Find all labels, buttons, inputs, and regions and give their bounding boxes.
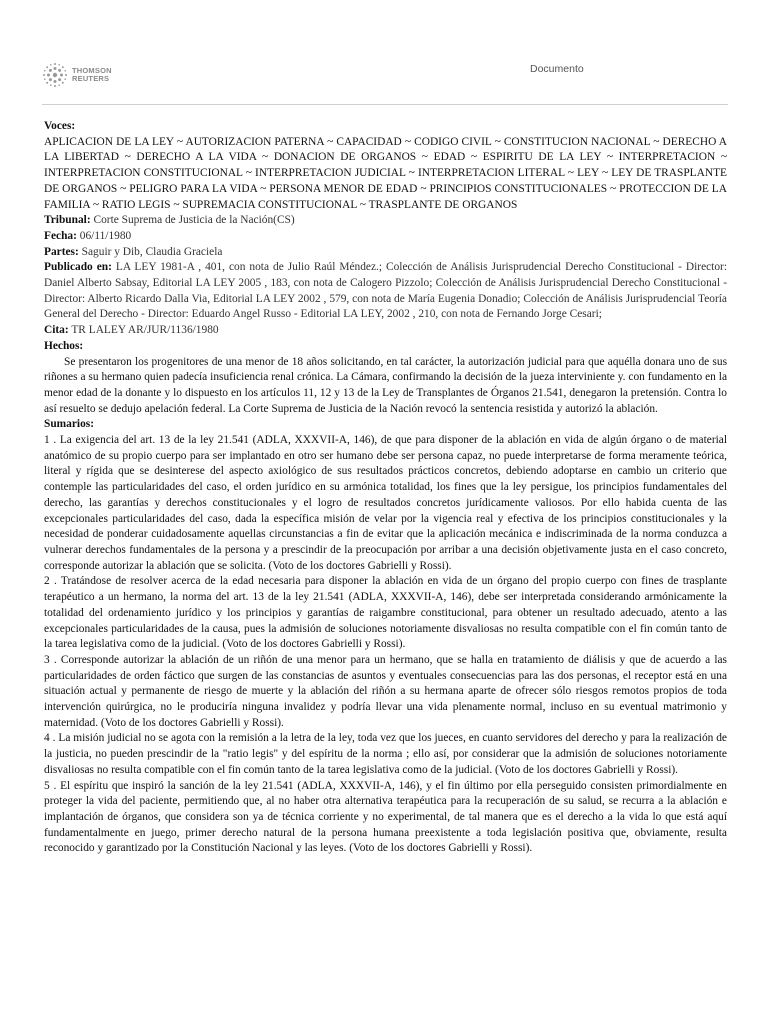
partes-value: Saguir y Dib, Claudia Graciela	[81, 245, 223, 258]
publicado-value: LA LEY 1981-A , 401, con nota de Julio Raúl Méndez.; Colección de Análisis Jurisprudencial Derecho Constitucional - Director: Daniel Alberto Sabsay, Editorial LA LEY 2005 , 183, con nota de Calogero Pizzolo; Colección de Análisis Jurisprudencial Derecho Constitucional - Director: Alberto Ricardo Dalla Via, Editorial LA LEY 2002 , 579, con nota de María Eugenia Donadio; Colección de Análisis Jurisprudencial Teoría General del Derecho - Director: Eduardo Angel Russo - Editorial LA LEY, 2002 , 210, con nota de Fernando Jorge Cesari;	[44, 261, 727, 321]
cita-label: Cita:	[44, 324, 69, 337]
voces-text: APLICACION DE LA LEY ~ AUTORIZACION PATERNA ~ CAPACIDAD ~ CODIGO CIVIL ~ CONSTITUCION NACIONAL ~ DERECHO A LA LIBERTAD ~ DERECHO A LA VIDA ~ DONACION DE ORGANOS ~ EDAD ~ ESPIRITU DE LA LEY ~ INTERPRETACION ~ INTERPRETACION CONSTITUCIONAL ~ INTERPRETACION JUDICIAL ~ INTERPRETACION LITERAL ~ LEY ~ LEY DE TRASPLANTE DE ORGANOS ~ PELIGRO PARA LA VIDA ~ PERSONA MENOR DE EDAD ~ PRINCIPIOS CONSTITUCIONALES ~ PROTECCION DE LA FAMILIA ~ RATIO LEGIS ~ SUPREMACIA CONSTITUCIONAL ~ TRASPLANTE DE ORGANOS	[44, 135, 727, 211]
fecha-row	[44, 229, 727, 245]
page-header	[0, 0, 768, 108]
document-body	[44, 119, 727, 857]
logo-text	[72, 67, 112, 84]
document-label: Documento	[530, 63, 584, 75]
reuters-logo-icon	[42, 62, 68, 88]
voces-heading: Voces:	[44, 120, 76, 132]
cita-value: TR LALEY AR/JUR/1136/1980	[71, 324, 219, 337]
logo-line-2: REUTERS	[72, 74, 110, 83]
fecha-value: 06/11/1980	[79, 229, 132, 242]
publicado-row	[44, 260, 727, 323]
partes-row	[44, 245, 727, 261]
publicado-label: Publicado en:	[44, 261, 112, 274]
logo-line-1: THOMSON	[72, 65, 112, 75]
tribunal-label: Tribunal:	[44, 214, 91, 227]
cita-row	[44, 323, 727, 339]
sumario-item-5: 5 . El espíritu que inspiró la sanción de la ley 21.541 (ADLA, XXXVII-A, 146), y el fin último por ella perseguido consisten primordialmente en proteger la vida del paciente, permitiendo que, al no haber otra alternativa terapéutica para la recuperación de su salud, se recurra a la ablación e implantación de órganos, que considera son ya de técnica corriente y no experimental, de tal manera que es el derecho a la vida lo que está aquí fundamentalmente en juego, primer derecho natural de la persona humana preexistente a toda legislación positiva que, obviamente, resulta reconocido y garantizado por la Constitución Nacional y las leyes. (Voto de los doctores Gabrielli y Rossi).	[44, 779, 727, 855]
sumario-item-4: 4 . La misión judicial no se agota con la remisión a la letra de la ley, toda vez que los jueces, en cuanto servidores del derecho y para la realización de la justicia, no pueden prescindir de la "ratio legis" y del espíritu de la norma ; ello así, por considerar que la admisión de soluciones notoriamente disvaliosas no resulta compatible con el fin común tanto de la tarea legislativa como de la judicial. (Voto de los doctores Gabrielli y Rossi).	[44, 732, 727, 776]
sumario-item-1: 1 . La exigencia del art. 13 de la ley 21.541 (ADLA, XXXVII-A, 146), de que para disponer de la ablación en vida de algún órgano o de material anatómico de su propio cuerpo para ser implantado en otro ser humano debe ser persona capaz, no puede interpretarse de forma meramente teórica, literal y rígida que se desinterese del aspecto axiológico de sus resultados prácticos concretos, debiendo adoptarse en cambio un criterio que contemple las particularidades del caso, el orden jurídico en su armónica totalidad, los fines que la ley persigue, los principios fundamentales del derecho, las garantías y derechos constitucionales y el logro de resultados concretos jurídicamente valiosos. Por ello habida cuenta de las excepcionales particularidades del caso, dada la específica misión de velar por la vigencia real y efectiva de los principios constitucionales y la necesidad de ponderar cuidadosamente aquellas circunstancias a fin de evitar que la aplicación mecánica e indiscriminada de la norma conduzca a vulnerar derechos fundamentales de la persona y a prescindir de la preocupación por arribar a una decisión objetivamente justa en el caso concreto, corresponde autorizar la ablación que se solicita. (Voto de los doctores Gabrielli y Rossi).	[44, 434, 727, 572]
partes-label: Partes:	[44, 245, 79, 258]
header-divider	[42, 104, 728, 105]
sumarios-heading: Sumarios:	[44, 418, 94, 431]
thomson-reuters-logo	[42, 58, 132, 92]
hechos-heading: Hechos:	[44, 339, 84, 352]
tribunal-row	[44, 213, 727, 229]
fecha-label: Fecha:	[44, 229, 77, 242]
hechos-text: Se presentaron los progenitores de una menor de 18 años solicitando, en tal carácter, la autorización judicial para que aquélla donara uno de sus riñones a su hermano quien padecía insuficiencia renal crónica. La Cámara, confirmando la decisión de la jueza interviniente y. con fundamento en la menor edad de la donante y lo dispuesto en los artículos 11, 12 y 13 de la Ley de Transplantes de Órganos 21.541, denegaron la pretensión. Contra lo así resuelto se dedujo apelación federal. La Corte Suprema de Justicia de la Nación revocó la sentencia resistida y autorizó la ablación.	[44, 355, 727, 415]
tribunal-value: Corte Suprema de Justicia de la Nación(CS)	[93, 214, 295, 227]
sumario-item-2: 2 . Tratándose de resolver acerca de la edad necesaria para disponer la ablación en vida de un órgano del propio cuerpo con fines de trasplante terapéutico a un hermano, la norma del art. 13 de la ley 21.541 (ADLA, XXXVII-A, 146), debe ser interpretada considerando armónicamente la totalidad del ordenamiento jurídico y los principios y garantías de raigambre constitucional, para obtener un resultado adecuado, atento a las excepcionales particularidades de la causa, pues la admisión de soluciones notoriamente disvaliosas no resulta compatible con el fin común tanto de la tarea legislativa como de la judicial. (Voto de los doctores Gabrielli y Rossi).	[44, 575, 727, 651]
sumario-item-3: 3 . Corresponde autorizar la ablación de un riñón de una menor para un hermano, que se halla en tratamiento de diálisis y que de acuerdo a las particularidades de orden fáctico que surgen de las constancias de asuntos y eventuales consecuencias para las dos personas, el receptor está en una situación actual y permanente de riesgo de muerte y la ablación del riñón a su hermana aparte de ofrecer sólo riesgos remotos propios de toda intervención quirúrgica, no le produciría ninguna invalidez y podría llevar una vida plenamente normal, incluso en su eventual matrimonio y maternidad. (Voto de los doctores Gabrielli y Rossi).	[44, 653, 727, 729]
